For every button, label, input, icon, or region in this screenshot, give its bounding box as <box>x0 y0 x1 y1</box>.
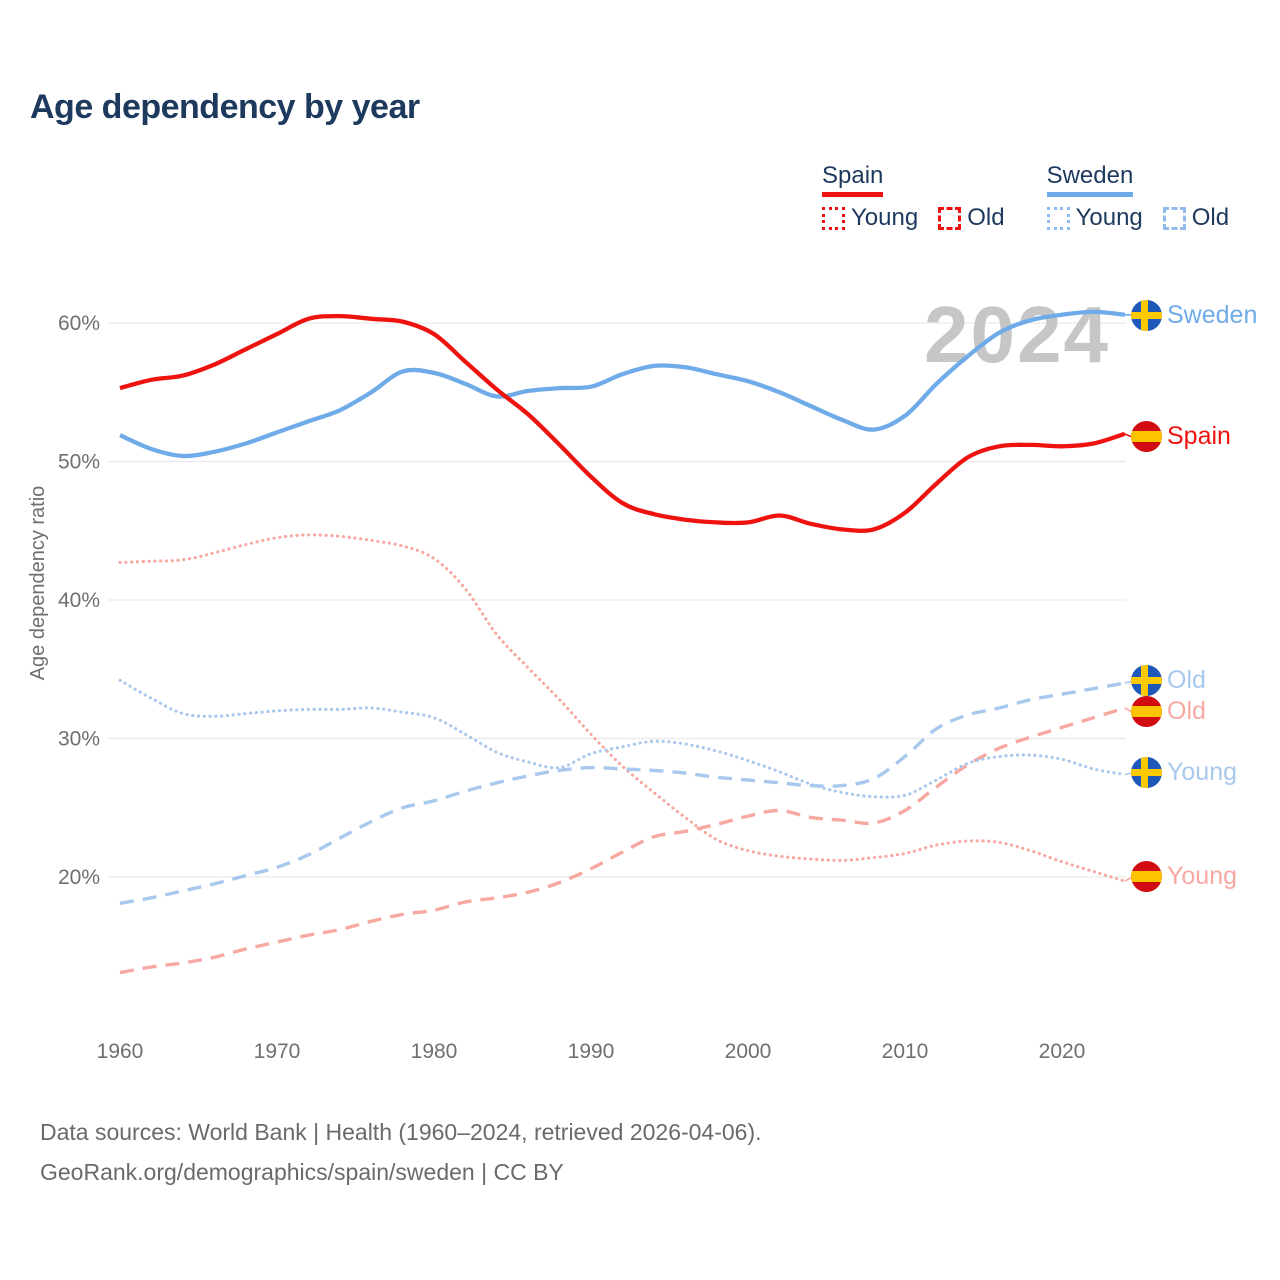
spain-flag-icon <box>1131 421 1162 452</box>
x-tick-label: 2020 <box>1038 1040 1086 1063</box>
spain-old-end-label: Old <box>1167 697 1206 725</box>
series-end-label-sweden-total <box>1131 300 1257 331</box>
series-end-label-sweden-young <box>1131 757 1237 788</box>
series-end-label-spain-old <box>1131 696 1206 727</box>
y-tick-label: 60% <box>57 312 100 335</box>
series-end-label-sweden-old <box>1131 665 1206 696</box>
x-tick-label: 2010 <box>881 1040 929 1063</box>
legend-spain-old-label: Old <box>967 204 1005 231</box>
y-tick-label: 50% <box>57 450 100 474</box>
y-tick-label: 30% <box>57 727 100 751</box>
sweden-old-end-label: Old <box>1167 666 1206 694</box>
x-tick-label: 1990 <box>567 1040 615 1063</box>
sweden-young-end-label: Young <box>1167 758 1237 786</box>
legend-sweden-header: Sweden <box>1047 162 1134 197</box>
y-axis-title: Age dependency ratio <box>27 485 49 681</box>
sweden-flag-icon <box>1131 300 1162 331</box>
sweden-flag-icon <box>1131 757 1162 788</box>
spain-flag-icon <box>1131 696 1162 727</box>
series-end-label-spain-young <box>1131 861 1237 892</box>
y-tick-label: 40% <box>57 589 100 612</box>
legend-sweden-young-label: Young <box>1075 204 1143 231</box>
sweden-flag-icon <box>1131 665 1162 696</box>
footer-data-sources: Data sources: World Bank | Health (1960–2024, retrieved 2026-04-06). <box>40 1119 762 1145</box>
series-line-sweden_old <box>120 683 1125 903</box>
watermark: 2024 <box>924 290 1110 379</box>
x-tick-label: 1960 <box>96 1040 144 1063</box>
page-title: Age dependency by year <box>30 88 420 126</box>
series-end-label-spain-total <box>1131 421 1231 452</box>
legend-spain-young-label: Young <box>851 204 919 231</box>
spain-flag-icon <box>1131 861 1162 892</box>
spain-total-end-label: Spain <box>1167 422 1231 450</box>
sweden-total-end-label: Sweden <box>1167 301 1258 329</box>
spain-young-end-label: Young <box>1167 862 1237 890</box>
x-tick-label: 1980 <box>410 1040 458 1063</box>
y-tick-label: 20% <box>57 866 100 889</box>
series-line-spain_young <box>120 535 1125 881</box>
footer <box>40 1112 762 1192</box>
x-tick-label: 2000 <box>724 1040 772 1063</box>
legend-spain-header: Spain <box>822 162 883 197</box>
legend-sweden-old-label: Old <box>1191 204 1230 231</box>
x-tick-label: 1970 <box>253 1040 301 1063</box>
footer-attribution: GeoRank.org/demographics/spain/sweden | CC BY <box>40 1159 564 1185</box>
